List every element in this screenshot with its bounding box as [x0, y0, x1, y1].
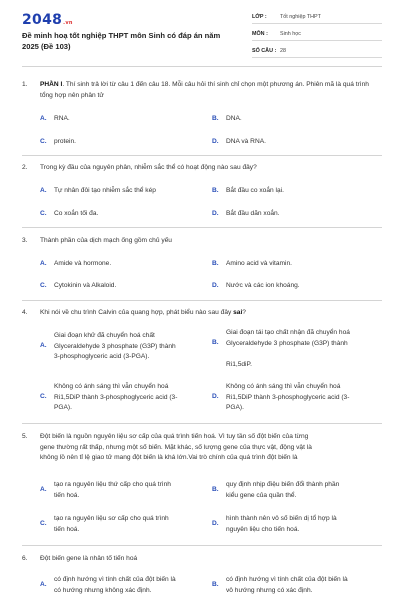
option-2a[interactable] [40, 186, 205, 197]
divider [22, 66, 382, 67]
option-6b[interactable] [212, 575, 382, 597]
option-1a[interactable] [40, 114, 190, 125]
option-text: RNA. [54, 115, 70, 122]
option-letter: D. [212, 520, 219, 527]
option-letter: D. [212, 393, 219, 400]
option-text: Amino acid và vitamin. [226, 260, 292, 267]
meta-key: MÔN : [252, 30, 268, 37]
question-number: 2. [22, 164, 28, 171]
option-line: kiểu gene của quần thể. [226, 491, 297, 499]
divider [22, 227, 382, 228]
option-letter: C. [40, 282, 47, 289]
option-line: Ri1,5DiP thành 3-phosphoglyceric acid (3- [54, 393, 178, 401]
option-5b[interactable] [212, 480, 382, 502]
option-text [226, 575, 382, 596]
option-line: quy định nhịp điệu biến đổi thành phần [226, 481, 340, 488]
option-3c[interactable] [40, 281, 190, 292]
option-letter: A. [40, 187, 47, 194]
option-line: Ri1,5DiP thành 3-phosphoglyceric acid (3- [226, 393, 350, 401]
option-line: PGA). [226, 404, 244, 411]
meta-row-class [252, 10, 382, 24]
option-letter: B. [212, 486, 219, 493]
question-line: gene thường rất thấp, nhưng một số biến. Mặt khác, số lượng gene của thực vật, động vật là [40, 443, 312, 451]
question-line: Đột biến là nguồn nguyên liệu sơ cấp của quá trình tiến hoá. Vì tuy tần số đột biến của từng [40, 433, 309, 440]
question-text: Trong kỳ đầu của nguyên phân, nhiễm sắc thể có hoạt động nào sau đây? [40, 164, 257, 171]
question-text [40, 80, 380, 101]
logo-text: 2048 [22, 12, 63, 28]
question-number: 3. [22, 237, 28, 244]
exam-header [0, 0, 400, 66]
divider [22, 545, 382, 546]
question-6 [22, 554, 384, 565]
option-1b[interactable] [212, 114, 362, 125]
option-line: tiến hoá. [54, 491, 80, 499]
option-line: nguyên liệu cho tiến hoá. [226, 525, 300, 533]
option-1c[interactable] [40, 137, 190, 148]
question-number: 4. [22, 309, 28, 316]
option-line: Không có ánh sáng thì vẫn chuyển hoá [226, 383, 341, 390]
option-text [226, 328, 382, 370]
exam-meta [252, 10, 382, 61]
meta-value: Sinh học [280, 30, 301, 37]
option-3b[interactable] [212, 259, 362, 270]
option-line: PGA). [54, 404, 72, 411]
question-3 [22, 236, 384, 247]
question-4 [22, 308, 384, 319]
part-label: PHẦN I [40, 81, 63, 88]
option-2b[interactable] [212, 186, 362, 197]
meta-key: LỚP : [252, 13, 267, 20]
option-line: tiến hoá. [54, 525, 80, 533]
site-logo[interactable] [22, 12, 73, 28]
option-5c[interactable] [40, 514, 208, 536]
question-body: . Thí sinh trả lời từ câu 1 đến câu 18. Mỗi câu hỏi thí sinh chỉ chọn một phương án. Phiên mã là quá trình tổng hợp nên phân tử [40, 81, 369, 99]
option-4d[interactable] [212, 382, 382, 415]
option-6a[interactable] [40, 575, 208, 597]
option-text: Amide và hormone. [54, 260, 112, 267]
option-letter: D. [212, 138, 219, 145]
question-end: ? [242, 309, 246, 316]
option-letter: A. [40, 486, 47, 493]
question-number: 1. [22, 81, 28, 88]
meta-row-count [252, 44, 382, 58]
option-text [226, 480, 382, 501]
option-1d[interactable] [212, 137, 362, 148]
option-text: Nước và các ion khoáng. [226, 282, 300, 289]
option-letter: B. [212, 260, 219, 267]
option-letter: A. [40, 260, 47, 267]
option-4b[interactable] [212, 328, 382, 372]
option-line: có hướng nhưng không xác định. [54, 586, 152, 594]
option-line: Ri1,5diP. [226, 360, 252, 368]
question-emphasis: sai [233, 309, 243, 316]
option-text [226, 382, 382, 414]
option-text: protein. [54, 138, 76, 145]
option-line: Giai đoạn khử đã chuyển hoá chất [54, 332, 155, 339]
option-line: Không có ánh sáng thì vẫn chuyển hoá [54, 383, 169, 390]
meta-key: SỐ CÂU : [252, 47, 277, 54]
question-1 [22, 80, 384, 104]
option-letter: A. [40, 342, 47, 349]
option-line: Glyceraldehyde 3 phosphate (G3P) thành [54, 342, 176, 350]
option-text: Bắt đầu co xoắn lại. [226, 187, 284, 194]
option-text: DNA và RNA. [226, 138, 266, 145]
option-letter: C. [40, 210, 47, 217]
question-line: không lồ nên tỉ lệ giao tử mang đột biến là khá lớn.Vai trò chính của quá trình đột biến là [40, 454, 298, 461]
option-text: DNA. [226, 115, 242, 122]
option-text: Co xoắn tối đa. [54, 210, 99, 217]
option-text [54, 382, 209, 414]
option-line: Glyceraldehyde 3 phosphate (G3P) thành [226, 339, 348, 347]
question-5 [22, 432, 384, 465]
option-letter: B. [212, 115, 219, 122]
option-line: tạo ra nguyên liệu thứ cấp cho quá trình [54, 481, 171, 488]
option-line [226, 349, 382, 360]
divider [22, 155, 382, 156]
option-text [54, 480, 209, 501]
divider [22, 300, 382, 301]
option-4a[interactable] [40, 331, 208, 364]
option-letter: B. [212, 339, 219, 346]
question-text: Thành phần của dịch mạch ống gồm chủ yếu [40, 237, 172, 244]
question-number: 6. [22, 555, 28, 562]
option-line: hình thành nên vô số biến dị tổ hợp là [226, 515, 337, 522]
question-body: Khi nói về chu trình Calvin của quang hợp, phát biểu nào sau đây [40, 309, 232, 316]
option-line: có định hướng vì tính chất của đột biến là [226, 576, 348, 583]
option-line: Giai đoạn tái tạo chất nhận đã chuyển hoá [226, 329, 350, 336]
option-line: có định hướng vì tính chất của đột biến là [54, 576, 176, 583]
option-letter: A. [40, 115, 47, 122]
question-2 [22, 163, 384, 174]
option-line: vô hướng nhưng có xác định. [226, 586, 313, 594]
option-letter: D. [212, 210, 219, 217]
option-text [226, 514, 382, 535]
option-text: Cytokinin và Alkaloid. [54, 282, 117, 289]
option-letter: B. [212, 187, 219, 194]
option-text: Bắt đầu dãn xoắn. [226, 210, 280, 217]
option-5a[interactable] [40, 480, 208, 502]
exam-title: Đề minh hoạ tốt nghiệp THPT môn Sinh có đáp án năm 2025 (Đề 103) [22, 31, 221, 51]
option-text [54, 575, 209, 596]
meta-row-subject [252, 27, 382, 41]
option-letter: C. [40, 520, 47, 527]
logo-suffix: .vn [63, 20, 73, 26]
option-2c[interactable] [40, 209, 190, 220]
option-4c[interactable] [40, 382, 208, 415]
option-letter: C. [40, 138, 47, 145]
option-3a[interactable] [40, 259, 190, 270]
option-text: Tự nhân đôi tạo nhiễm sắc thể kép [54, 187, 156, 194]
option-text [54, 331, 209, 363]
question-text: Đột biến gene là nhân tố tiến hoá [40, 555, 138, 562]
option-letter: B. [212, 581, 219, 588]
option-line: 3-phosphoglyceric acid (3-PGA). [54, 353, 150, 360]
option-letter: D. [212, 282, 219, 289]
option-letter: A. [40, 581, 47, 588]
option-text [54, 514, 209, 535]
option-line: tạo ra nguyên liệu sơ cấp cho quá trình [54, 515, 169, 522]
question-number: 5. [22, 433, 28, 440]
question-text [40, 308, 380, 319]
option-5d[interactable] [212, 514, 382, 536]
option-2d[interactable] [212, 209, 362, 220]
option-3d[interactable] [212, 281, 362, 292]
divider [22, 423, 382, 424]
meta-value: 28 [280, 47, 286, 54]
option-letter: C. [40, 393, 47, 400]
question-text [40, 432, 380, 464]
meta-value: Tốt nghiệp THPT [280, 13, 321, 20]
